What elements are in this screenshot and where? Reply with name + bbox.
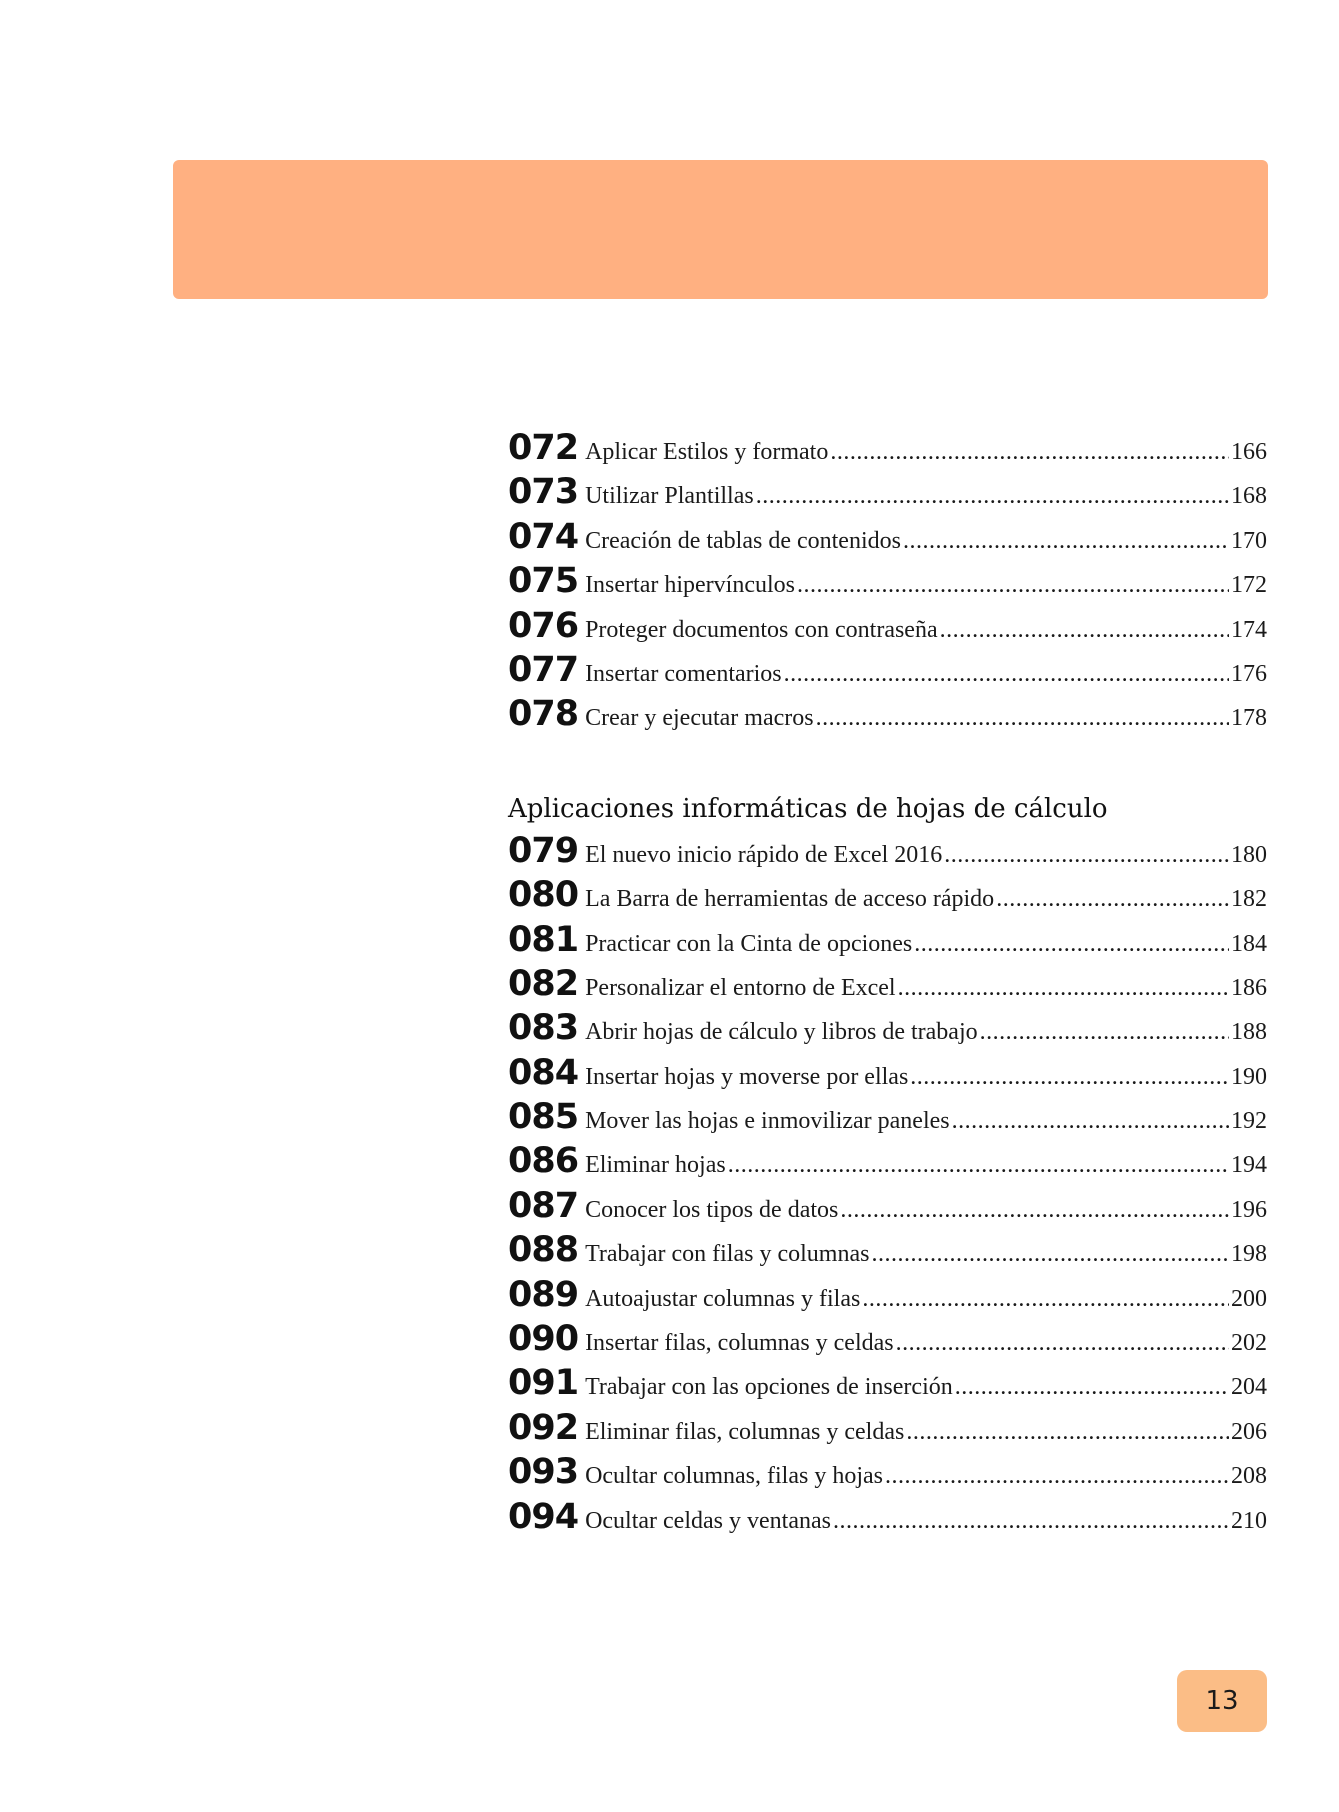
toc-entry-number: 073 [508, 472, 579, 513]
toc-entry-title: Mover las hojas e inmovilizar paneles [585, 1108, 950, 1135]
toc-entry-title: Insertar filas, columnas y celdas [585, 1330, 894, 1357]
header-band [173, 160, 1268, 299]
toc-entry-page: 198 [1231, 1241, 1267, 1268]
toc-entry-page: 166 [1231, 439, 1267, 465]
toc-dot-leader [728, 1152, 1229, 1179]
toc-entry[interactable] [508, 1319, 1267, 1363]
toc-dot-leader [797, 572, 1229, 599]
toc-entry-title: La Barra de herramientas de acceso rápido [585, 886, 995, 913]
toc-entry[interactable] [508, 694, 1267, 738]
toc-entry-number: 083 [508, 1008, 579, 1049]
toc-entry-page: 176 [1231, 660, 1267, 687]
table-of-contents [508, 428, 1267, 1541]
toc-entry[interactable] [508, 875, 1267, 919]
toc-entry[interactable] [508, 472, 1267, 516]
toc-dot-leader [903, 528, 1229, 555]
toc-dot-leader [906, 1419, 1229, 1446]
toc-dot-leader [980, 1019, 1229, 1046]
toc-entry-number: 086 [508, 1141, 579, 1182]
toc-dot-leader [830, 439, 1229, 466]
toc-entry[interactable] [508, 1230, 1267, 1274]
toc-entry-page: 200 [1231, 1285, 1267, 1312]
toc-entry-title: Utilizar Plantillas [585, 483, 754, 510]
toc-entry-page: 194 [1231, 1152, 1267, 1179]
toc-entry-number: 089 [508, 1274, 579, 1315]
toc-dot-leader [885, 1463, 1229, 1490]
toc-entry-title: Proteger documentos con contraseña [585, 616, 938, 643]
toc-entry-title: Aplicar Estilos y formato [585, 439, 829, 465]
toc-entry-page: 174 [1231, 616, 1267, 643]
toc-entry-title: Insertar comentarios [585, 660, 782, 687]
toc-entry-page: 184 [1231, 930, 1267, 957]
toc-dot-leader [896, 1330, 1229, 1357]
toc-entry-title: Abrir hojas de cálculo y libros de trabajo [585, 1019, 978, 1046]
toc-dot-leader [756, 483, 1229, 510]
toc-entry-title: Conocer los tipos de datos [585, 1196, 839, 1223]
toc-entry-title: El nuevo inicio rápido de Excel 2016 [585, 841, 943, 868]
toc-entry-number: 091 [508, 1363, 579, 1404]
toc-entry-page: 186 [1231, 974, 1267, 1001]
toc-dot-leader [833, 1508, 1229, 1535]
toc-entry-number: 078 [508, 694, 579, 735]
toc-entry[interactable] [508, 920, 1267, 964]
toc-entry[interactable] [508, 650, 1267, 694]
toc-entry[interactable] [508, 1097, 1267, 1141]
toc-dot-leader [862, 1286, 1229, 1313]
toc-entry-page: 204 [1231, 1374, 1267, 1401]
toc-entry[interactable] [508, 1008, 1267, 1052]
toc-entry[interactable] [508, 1186, 1267, 1230]
toc-entry-title: Autoajustar columnas y filas [585, 1285, 861, 1312]
toc-entry-page: 192 [1231, 1108, 1267, 1135]
toc-entry[interactable] [508, 1275, 1267, 1319]
section-heading: Aplicaciones informáticas de hojas de cálculo [508, 793, 1108, 824]
toc-entry[interactable] [508, 561, 1267, 605]
toc-entry-number: 076 [508, 605, 579, 646]
toc-entry-title: Eliminar hojas [585, 1152, 726, 1179]
toc-entry-page: 172 [1231, 572, 1267, 599]
toc-entry-number: 082 [508, 963, 579, 1004]
toc-entry-title: Trabajar con filas y columnas [585, 1241, 870, 1268]
toc-entry-page: 190 [1231, 1063, 1267, 1090]
toc-entry-number: 084 [508, 1052, 579, 1093]
toc-dot-leader [816, 705, 1229, 732]
toc-entry-page: 188 [1231, 1019, 1267, 1046]
toc-dot-leader [914, 931, 1229, 958]
toc-entry-page: 178 [1231, 705, 1267, 732]
toc-entry-number: 085 [508, 1097, 579, 1138]
toc-entry-title: Creación de tablas de contenidos [585, 527, 901, 554]
toc-entry-title: Practicar con la Cinta de opciones [585, 930, 913, 957]
toc-entry-page: 182 [1231, 886, 1267, 913]
toc-entry[interactable] [508, 1452, 1267, 1496]
toc-entry-number: 081 [508, 919, 579, 960]
toc-dot-leader [940, 617, 1229, 644]
toc-dot-leader [871, 1241, 1229, 1268]
toc-entry-page: 170 [1231, 527, 1267, 554]
page-number-badge [1177, 1670, 1267, 1732]
toc-entry-number: 093 [508, 1452, 579, 1493]
toc-entry-title: Insertar hipervínculos [585, 572, 795, 599]
toc-entry-title: Eliminar filas, columnas y celdas [585, 1418, 905, 1445]
toc-entry-page: 168 [1231, 483, 1267, 510]
toc-entry-title: Ocultar celdas y ventanas [585, 1507, 831, 1534]
toc-entry-number: 092 [508, 1407, 579, 1448]
toc-entry-number: 075 [508, 561, 579, 602]
toc-dot-leader [898, 975, 1229, 1002]
toc-entry-number: 079 [508, 830, 579, 871]
toc-entry-page: 196 [1231, 1196, 1267, 1223]
toc-entry-number: 087 [508, 1185, 579, 1226]
toc-entry-title: Ocultar columnas, filas y hojas [585, 1463, 883, 1490]
toc-entry-number: 090 [508, 1319, 579, 1360]
toc-entry-title: Trabajar con las opciones de inserción [585, 1374, 953, 1401]
toc-entry-number: 094 [508, 1496, 579, 1537]
page-number: 13 [1205, 1686, 1239, 1716]
toc-entry-number: 077 [508, 649, 579, 690]
toc-dot-leader [910, 1064, 1229, 1091]
toc-entry-page: 206 [1231, 1418, 1267, 1445]
toc-entry-number: 074 [508, 516, 579, 557]
toc-dot-leader [944, 842, 1229, 869]
toc-entry[interactable] [508, 517, 1267, 561]
toc-group-2 [508, 831, 1267, 1541]
toc-dot-leader [955, 1374, 1229, 1401]
toc-dot-leader [952, 1108, 1229, 1135]
toc-group-1 [508, 428, 1267, 739]
toc-dot-leader [840, 1197, 1229, 1224]
toc-entry[interactable] [508, 1497, 1267, 1541]
toc-entry-page: 208 [1231, 1463, 1267, 1490]
toc-entry[interactable] [508, 1363, 1267, 1407]
toc-entry-title: Crear y ejecutar macros [585, 705, 814, 732]
toc-entry[interactable] [508, 831, 1267, 875]
toc-entry[interactable] [508, 428, 1267, 472]
toc-dot-leader [784, 661, 1229, 688]
toc-entry[interactable] [508, 1408, 1267, 1452]
toc-entry[interactable] [508, 1053, 1267, 1097]
toc-entry-page: 202 [1231, 1330, 1267, 1357]
toc-entry-page: 180 [1231, 841, 1267, 868]
toc-entry-title: Personalizar el entorno de Excel [585, 974, 896, 1001]
toc-entry-number: 080 [508, 875, 579, 916]
toc-entry-number: 072 [508, 428, 579, 468]
toc-entry[interactable] [508, 964, 1267, 1008]
toc-entry[interactable] [508, 606, 1267, 650]
toc-entry[interactable] [508, 1141, 1267, 1185]
toc-dot-leader [996, 886, 1229, 913]
toc-entry-page: 210 [1231, 1507, 1267, 1534]
toc-entry-title: Insertar hojas y moverse por ellas [585, 1063, 909, 1090]
toc-entry-number: 088 [508, 1230, 579, 1271]
